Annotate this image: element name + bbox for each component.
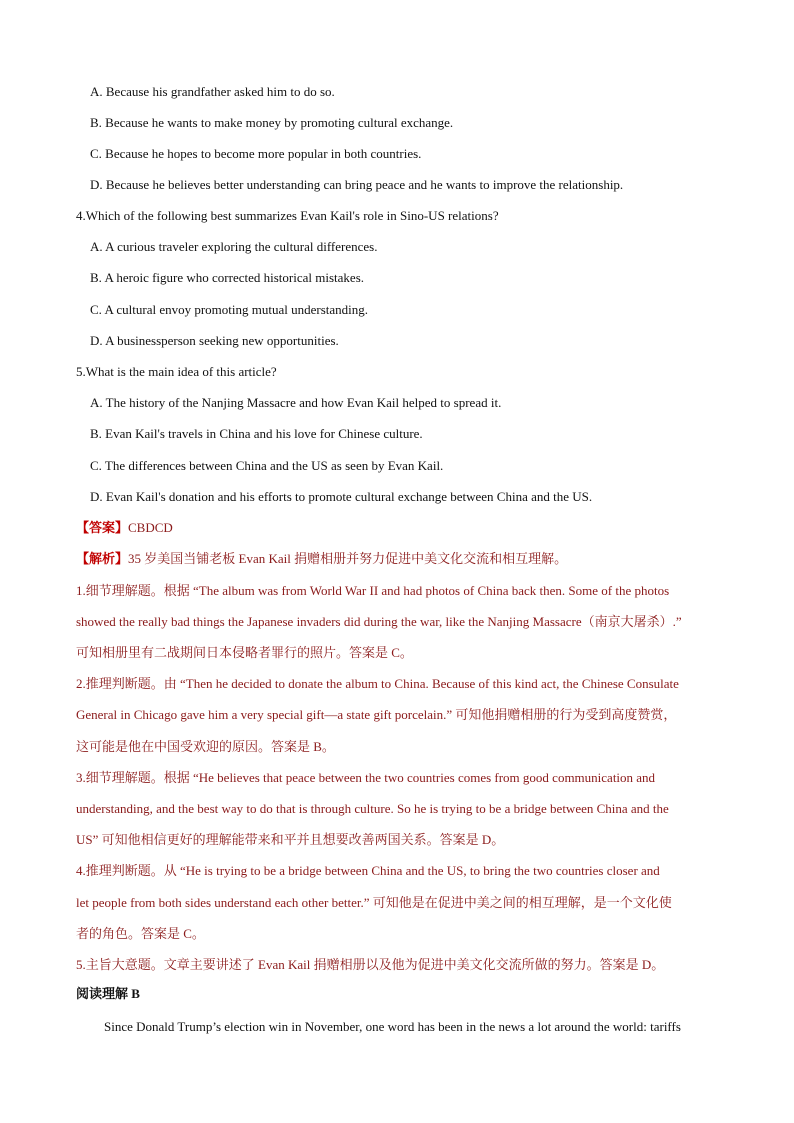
analysis-summary-line [76,551,567,567]
q4-stem: 4.Which of the following best summarizes Evan Kail's role in Sino-US relations? [76,208,499,223]
q3-option-a: A. Because his grandfather asked him to do so. [90,84,335,99]
q5-option-c: C. The differences between China and the US as seen by Evan Kail. [90,458,444,473]
answer-label: 【答案】 [76,520,129,535]
q5-option-b: B. Evan Kail's travels in China and his love for Chinese culture. [90,426,423,441]
analysis-summary: 35 岁美国当铺老板 Evan Kail 捐赠相册并努力促进中美文化交流和相互理解。 [128,551,568,566]
analysis-line-4: 2.推理判断题。由 “Then he decided to donate the album to China. Because of this kind act, the Chinese Consulate [76,676,679,691]
q4-option-d: D. A businessperson seeking new opportunities. [90,333,339,348]
analysis-line-5: General in Chicago gave him a very special gift—a state gift porcelain.” 可知他捐赠相册的行为受到高度赞赏， [76,707,677,722]
answer-line [76,520,173,536]
analysis-line-1: 1.细节理解题。根据 “The album was from World War II and had photos of China back then. Some of the photos [76,583,670,598]
analysis-line-3: 可知相册里有二战期间日本侵略者罪行的照片。答案是 C。 [76,645,413,660]
q5-option-a: A. The history of the Nanjing Massacre and how Evan Kail helped to spread it. [90,395,502,410]
analysis-line-12: 者的角色。答案是 C。 [76,926,205,941]
analysis-line-2: showed the really bad things the Japanese invaders did during the war, like the Nanjing Massacre（南京大屠杀）.” [76,614,682,629]
analysis-line-9: US” 可知他相信更好的理解能带来和平并且想要改善两国关系。答案是 D。 [76,832,505,847]
analysis-line-8: understanding, and the best way to do that is through culture. So he is trying to be a bridge between China and the [76,801,669,816]
analysis-line-11: let people from both sides understand each other better.” 可知他是在促进中美之间的相互理解，是一个文化使 [76,895,672,910]
analysis-line-6: 这可能是他在中国受欢迎的原因。答案是 B。 [76,739,335,754]
q3-option-b: B. Because he wants to make money by promoting cultural exchange. [90,115,454,130]
q3-option-c: C. Because he hopes to become more popular in both countries. [90,146,422,161]
analysis-label: 【解析】 [76,551,129,566]
section-b-title: 阅读理解 B [76,986,140,1001]
answer-value: CBDCD [128,520,173,535]
analysis-line-7: 3.细节理解题。根据 “He believes that peace between the two countries comes from good communication and [76,770,656,785]
q3-option-d: D. Because he believes better understanding can bring peace and he wants to improve the relationship. [90,177,624,192]
q4-option-b: B. A heroic figure who corrected historical mistakes. [90,270,365,285]
q4-option-a: A. A curious traveler exploring the cultural differences. [90,239,378,254]
analysis-line-10: 4.推理判断题。从 “He is trying to be a bridge between China and the US, to bring the two countries closer and [76,863,660,878]
q5-stem: 5.What is the main idea of this article? [76,364,277,379]
section-b-first-line: Since Donald Trump’s election win in November, one word has been in the news a lot around the world: tariffs [104,1019,681,1034]
analysis-line-13: 5.主旨大意题。文章主要讲述了 Evan Kail 捐赠相册以及他为促进中美文化交流所做的努力。答案是 D。 [76,957,665,972]
q4-option-c: C. A cultural envoy promoting mutual understanding. [90,302,369,317]
q5-option-d: D. Evan Kail's donation and his efforts to promote cultural exchange between China and the US. [90,489,593,504]
